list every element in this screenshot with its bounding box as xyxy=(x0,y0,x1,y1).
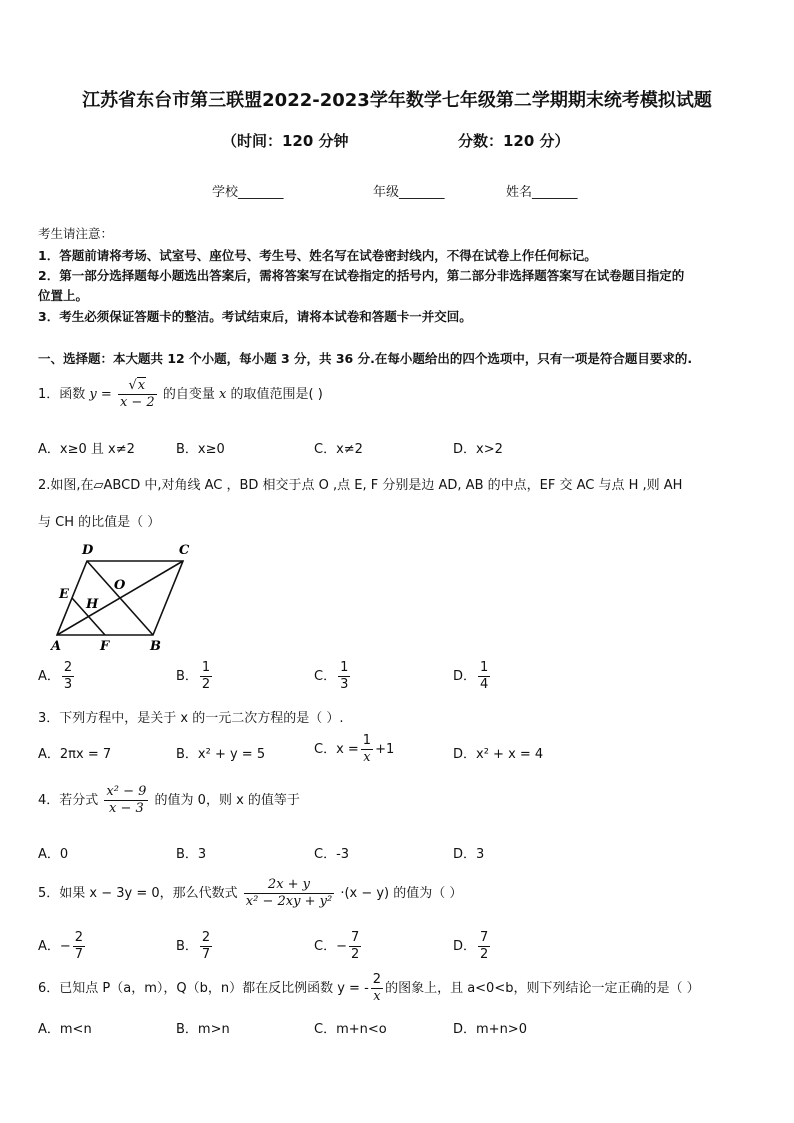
q5-den: x² − 2xy + y² xyxy=(245,894,333,909)
q3-option-c-pre: C．x = xyxy=(314,742,359,757)
q2-option-b-den: 2 xyxy=(201,677,211,692)
q1-suffix2: 的取值范围是( ) xyxy=(230,387,323,402)
q2-option-a-num: 2 xyxy=(63,660,73,675)
q5-option-a-num: 2 xyxy=(74,930,84,945)
q1-suffix: 的自变量 xyxy=(162,387,215,402)
q4-option-c[interactable]: C．-3 xyxy=(314,847,350,862)
q2-option-a[interactable] xyxy=(38,660,76,693)
q1-option-a[interactable]: A．x≥0 且 x≠2 xyxy=(38,442,135,457)
q6-option-d[interactable]: D．m+n>0 xyxy=(453,1022,527,1037)
q5-option-a-den: 7 xyxy=(74,947,84,962)
notice-item-2: 2．第一部分选择题每小题选出答案后，需将答案写在试卷指定的括号内，第二部分非选择题答案写在试卷题目指定的 xyxy=(38,268,685,283)
q1-num: x xyxy=(137,378,146,393)
q1-y-eq: y = xyxy=(89,387,112,402)
q2-option-d-letter: D． xyxy=(453,669,477,684)
page-title: 江苏省东台市第三联盟2022-2023学年数学七年级第二学期期末统考模拟试题 xyxy=(82,90,712,111)
label-a: A xyxy=(51,639,62,652)
q6-option-b[interactable]: B．m>n xyxy=(176,1022,230,1037)
q2-option-c-letter: C． xyxy=(314,669,337,684)
q4-option-b[interactable]: B．3 xyxy=(176,847,207,862)
notice-item-2-cont: 位置上。 xyxy=(38,288,89,303)
q3-option-c[interactable] xyxy=(314,733,394,766)
q6-suffix: 的图象上，且 a<0<b，则下列结论一定正确的是（ ） xyxy=(385,981,700,996)
q2-option-b-letter: B． xyxy=(176,669,198,684)
q1-den: x − 2 xyxy=(119,395,155,410)
label-b: B xyxy=(150,639,161,652)
q4-option-d[interactable]: D．3 xyxy=(453,847,485,862)
q4-prefix: 4．若分式 xyxy=(38,793,99,808)
label-f: F xyxy=(100,639,110,652)
q3-option-a[interactable]: A．2πx = 7 xyxy=(38,747,112,762)
q5-fraction xyxy=(244,877,334,910)
question-4 xyxy=(38,784,300,817)
q5-prefix: 5．如果 x − 3y = 0，那么代数式 xyxy=(38,886,238,901)
q5-num: 2x + y xyxy=(244,877,334,894)
question-6 xyxy=(38,972,700,1005)
q4-option-a[interactable]: A．0 xyxy=(38,847,69,862)
q6-den: x xyxy=(373,989,381,1004)
section-heading: 一、选择题：本大题共 12 个小题，每小题 3 分，共 36 分.在每小题给出的四个选项中，只有一项是符合题目要求的. xyxy=(38,351,693,366)
school-field[interactable]: 学校_______ xyxy=(212,185,284,200)
question-2-line-1: 2.如图,在▱ABCD 中,对角线 AC ，BD 相交于点 O ,点 E, F 分别是边 AD, AB 的中点，EF 交 AC 与点 H ,则 AH xyxy=(38,478,683,493)
label-o: O xyxy=(114,578,126,593)
question-1 xyxy=(38,378,323,411)
q5-option-a-letter: A．− xyxy=(38,939,71,954)
question-3: 3．下列方程中，是关于 x 的一元二次方程的是（ ）. xyxy=(38,711,344,726)
q5-option-b-num: 2 xyxy=(201,930,211,945)
q3-option-d[interactable]: D．x² + x = 4 xyxy=(453,747,544,762)
label-c: C xyxy=(179,543,190,558)
q2-option-c-den: 3 xyxy=(340,677,349,692)
q6-prefix: 6．已知点 P（a，m），Q（b，n）都在反比例函数 y = - xyxy=(38,981,369,996)
q1-option-b[interactable]: B．x≥0 xyxy=(176,442,225,457)
parallelogram-diagram xyxy=(48,540,198,652)
q2-option-d-den: 4 xyxy=(480,677,489,692)
q2-option-c-num: 1 xyxy=(340,660,349,675)
q5-option-b-letter: B． xyxy=(176,939,198,954)
q5-suffix: ·(x − y) 的值为（ ） xyxy=(340,886,463,901)
name-field[interactable]: 姓名_______ xyxy=(506,185,578,200)
q2-option-b-num: 1 xyxy=(201,660,211,675)
notice-item-3: 3．考生必须保证答题卡的整洁。考试结束后，请将本试卷和答题卡一并交回。 xyxy=(38,309,472,324)
q2-option-c[interactable] xyxy=(314,660,352,693)
q3-option-c-den: x xyxy=(363,750,371,765)
q2-option-d[interactable] xyxy=(453,660,492,693)
q2-option-a-den: 3 xyxy=(63,677,73,692)
q1-fraction: $\frac{√x}{x - 2}$ xyxy=(119,378,155,410)
label-e: E xyxy=(59,587,69,602)
notice-heading: 考生请注意： xyxy=(38,226,114,241)
grade-field[interactable]: 年级_______ xyxy=(373,185,445,200)
q5-option-c-letter: C．− xyxy=(314,939,347,954)
q5-option-c-den: 2 xyxy=(350,947,360,962)
q5-option-b-den: 7 xyxy=(201,947,211,962)
q5-option-d-letter: D． xyxy=(453,939,477,954)
q4-fraction xyxy=(104,784,148,817)
time-label: （时间：120 分钟 xyxy=(222,132,349,150)
label-h: H xyxy=(86,597,99,612)
q6-option-a[interactable]: A．m<n xyxy=(38,1022,92,1037)
q1-option-d[interactable]: D．x>2 xyxy=(453,442,503,457)
score-label: 分数：120 分） xyxy=(458,132,570,150)
q2-option-b[interactable] xyxy=(176,660,214,693)
q3-option-b[interactable]: B．x² + y = 5 xyxy=(176,747,266,762)
q4-den: x − 3 xyxy=(109,801,144,816)
q1-var: x xyxy=(219,387,227,402)
question-2-line-2: 与 CH 的比值是（ ） xyxy=(38,515,161,530)
question-5 xyxy=(38,877,462,910)
q4-num: x² − 9 xyxy=(106,784,147,799)
q2-option-a-letter: A． xyxy=(38,669,60,684)
q3-option-c-num: 1 xyxy=(362,733,372,748)
q5-option-c-num: 7 xyxy=(350,930,360,945)
notice-item-1: 1．答题前请将考场、试室号、座位号、考生号、姓名写在试卷密封线内，不得在试卷上作任何标记。 xyxy=(38,248,597,263)
q1-option-c[interactable]: C．x≠2 xyxy=(314,442,363,457)
q1-prefix: 1．函数 xyxy=(38,387,86,402)
q5-option-d-den: 2 xyxy=(480,947,489,962)
q2-option-d-num: 1 xyxy=(480,660,489,675)
q5-option-b[interactable] xyxy=(176,930,214,963)
q6-option-c[interactable]: C．m+n<o xyxy=(314,1022,387,1037)
q4-suffix: 的值为 0，则 x 的值等于 xyxy=(154,793,300,808)
q5-option-d[interactable] xyxy=(453,930,492,963)
label-d: D xyxy=(82,543,94,558)
q5-option-a[interactable] xyxy=(38,930,87,963)
q5-option-d-num: 7 xyxy=(480,930,489,945)
q6-num: 2 xyxy=(372,972,382,987)
q3-option-c-post: +1 xyxy=(375,742,395,757)
q5-option-c[interactable] xyxy=(314,930,363,963)
